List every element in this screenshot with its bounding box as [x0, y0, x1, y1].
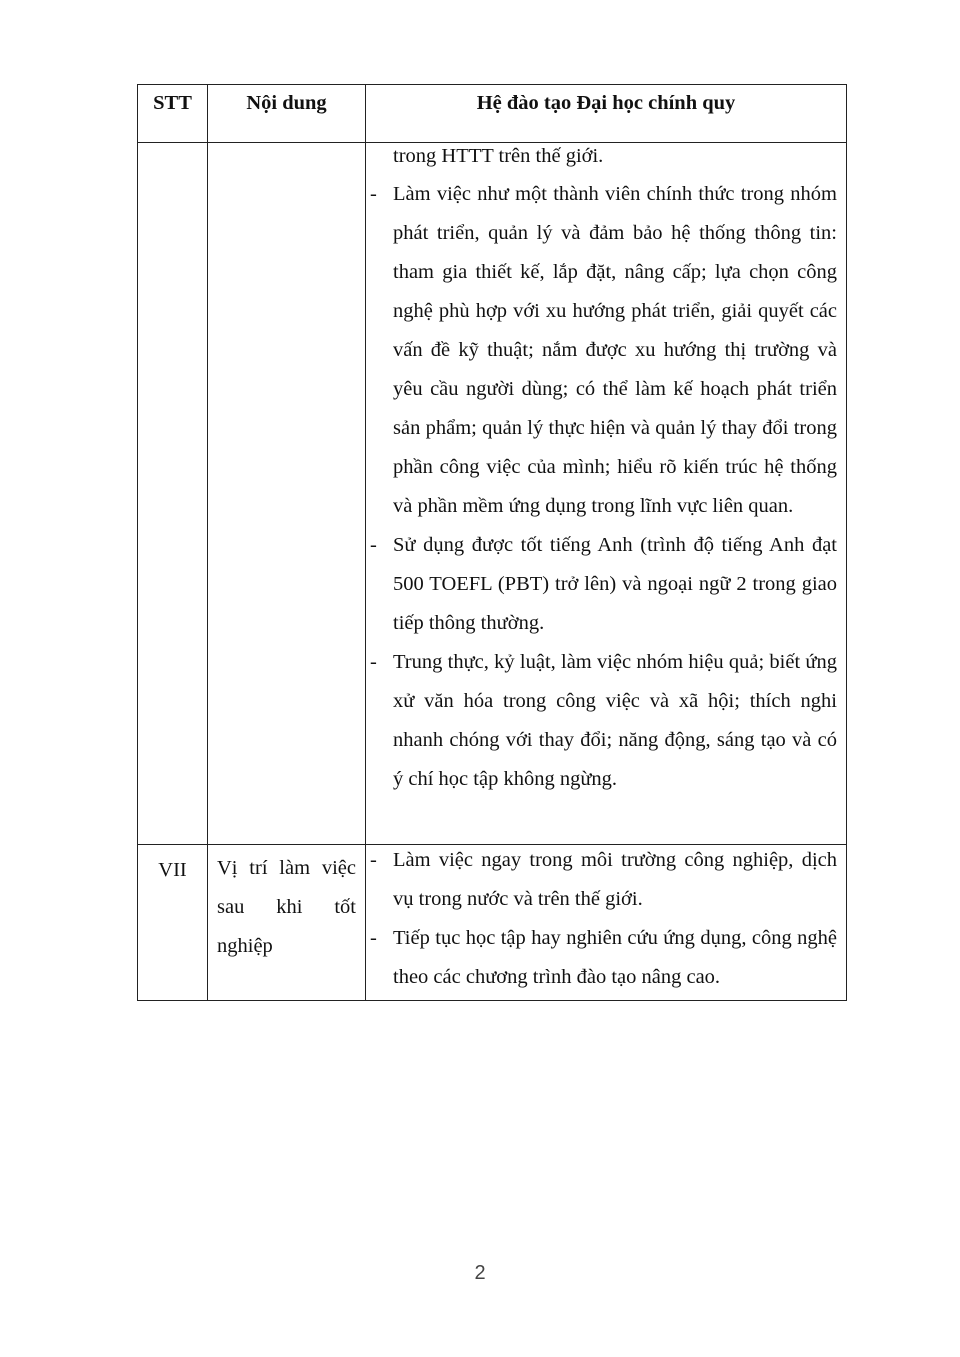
header-stt: STT — [138, 85, 208, 143]
list-item — [366, 526, 837, 643]
header-noi-dung: Nội dung — [208, 85, 366, 143]
table-row-continuation — [138, 143, 847, 845]
cell-stt-vii: VII — [138, 845, 208, 1001]
cell-noi-dung-empty — [208, 143, 366, 845]
bullet-dash: - — [370, 927, 377, 949]
page-number: 2 — [474, 1262, 486, 1284]
list-item-text: Làm việc như một thành viên chính thức trong nhóm phát triển, quản lý và đảm bảo hệ thống thông tin: tham gia thiết kế, lắp đặt, nâng cấp; lựa chọn công nghệ phù hợp với xu hướng phát triển, giải quyết các vấn đề kỹ thuật; nắm được xu hướng thị trường và yêu cầu người dùng; có thể làm kế hoạch phát triển sản phẩm; quản lý thực hiện và quản lý thay đổi trong phần công việc của mình; hiểu rõ kiến trúc hệ thống và phần mềm ứng dụng trong lĩnh vực liên quan. — [393, 183, 837, 517]
bullet-dash: - — [370, 849, 377, 871]
list-item-text: Tiếp tục học tập hay nghiên cứu ứng dụng, công nghệ theo các chương trình đào tạo nâng cao. — [393, 927, 837, 988]
cell-stt-empty — [138, 143, 208, 845]
table-header-row — [138, 85, 847, 143]
cell-noi-dung-vii — [208, 845, 366, 1001]
list-item — [366, 841, 837, 919]
list-item — [366, 919, 837, 997]
bullet-dash: - — [370, 183, 377, 205]
noi-dung-text-line: nghiệp — [217, 935, 273, 957]
bullet-dash: - — [370, 534, 377, 556]
list-item — [366, 643, 837, 799]
cell-content-vii — [366, 845, 847, 1001]
list-item — [366, 175, 837, 526]
table-row-vii — [138, 845, 847, 1001]
list-item-text: Sử dụng được tốt tiếng Anh (trình độ tiếng Anh đạt 500 TOEFL (PBT) trở lên) và ngoại ngữ 2 trong giao tiếp thông thường. — [393, 534, 837, 634]
header-he-dao-tao: Hệ đào tạo Đại học chính quy — [366, 85, 847, 143]
continued-text-line: trong HTTT trên thế giới. — [393, 145, 604, 167]
bullet-dash: - — [370, 651, 377, 673]
list-item-text: Trung thực, kỷ luật, làm việc nhóm hiệu quả; biết ứng xử văn hóa trong công việc và xã hội; thích nghi nhanh chóng với thay đổi; năng động, sáng tạo và có ý chí học tập không ngừng. — [393, 651, 837, 790]
curriculum-table — [137, 84, 847, 1001]
noi-dung-text-line: Vị trí làm việc sau khi tốt — [217, 857, 356, 918]
cell-content-continuation — [366, 143, 847, 845]
list-item-text: Làm việc ngay trong môi trường công nghiệp, dịch vụ trong nước và trên thế giới. — [393, 849, 837, 910]
